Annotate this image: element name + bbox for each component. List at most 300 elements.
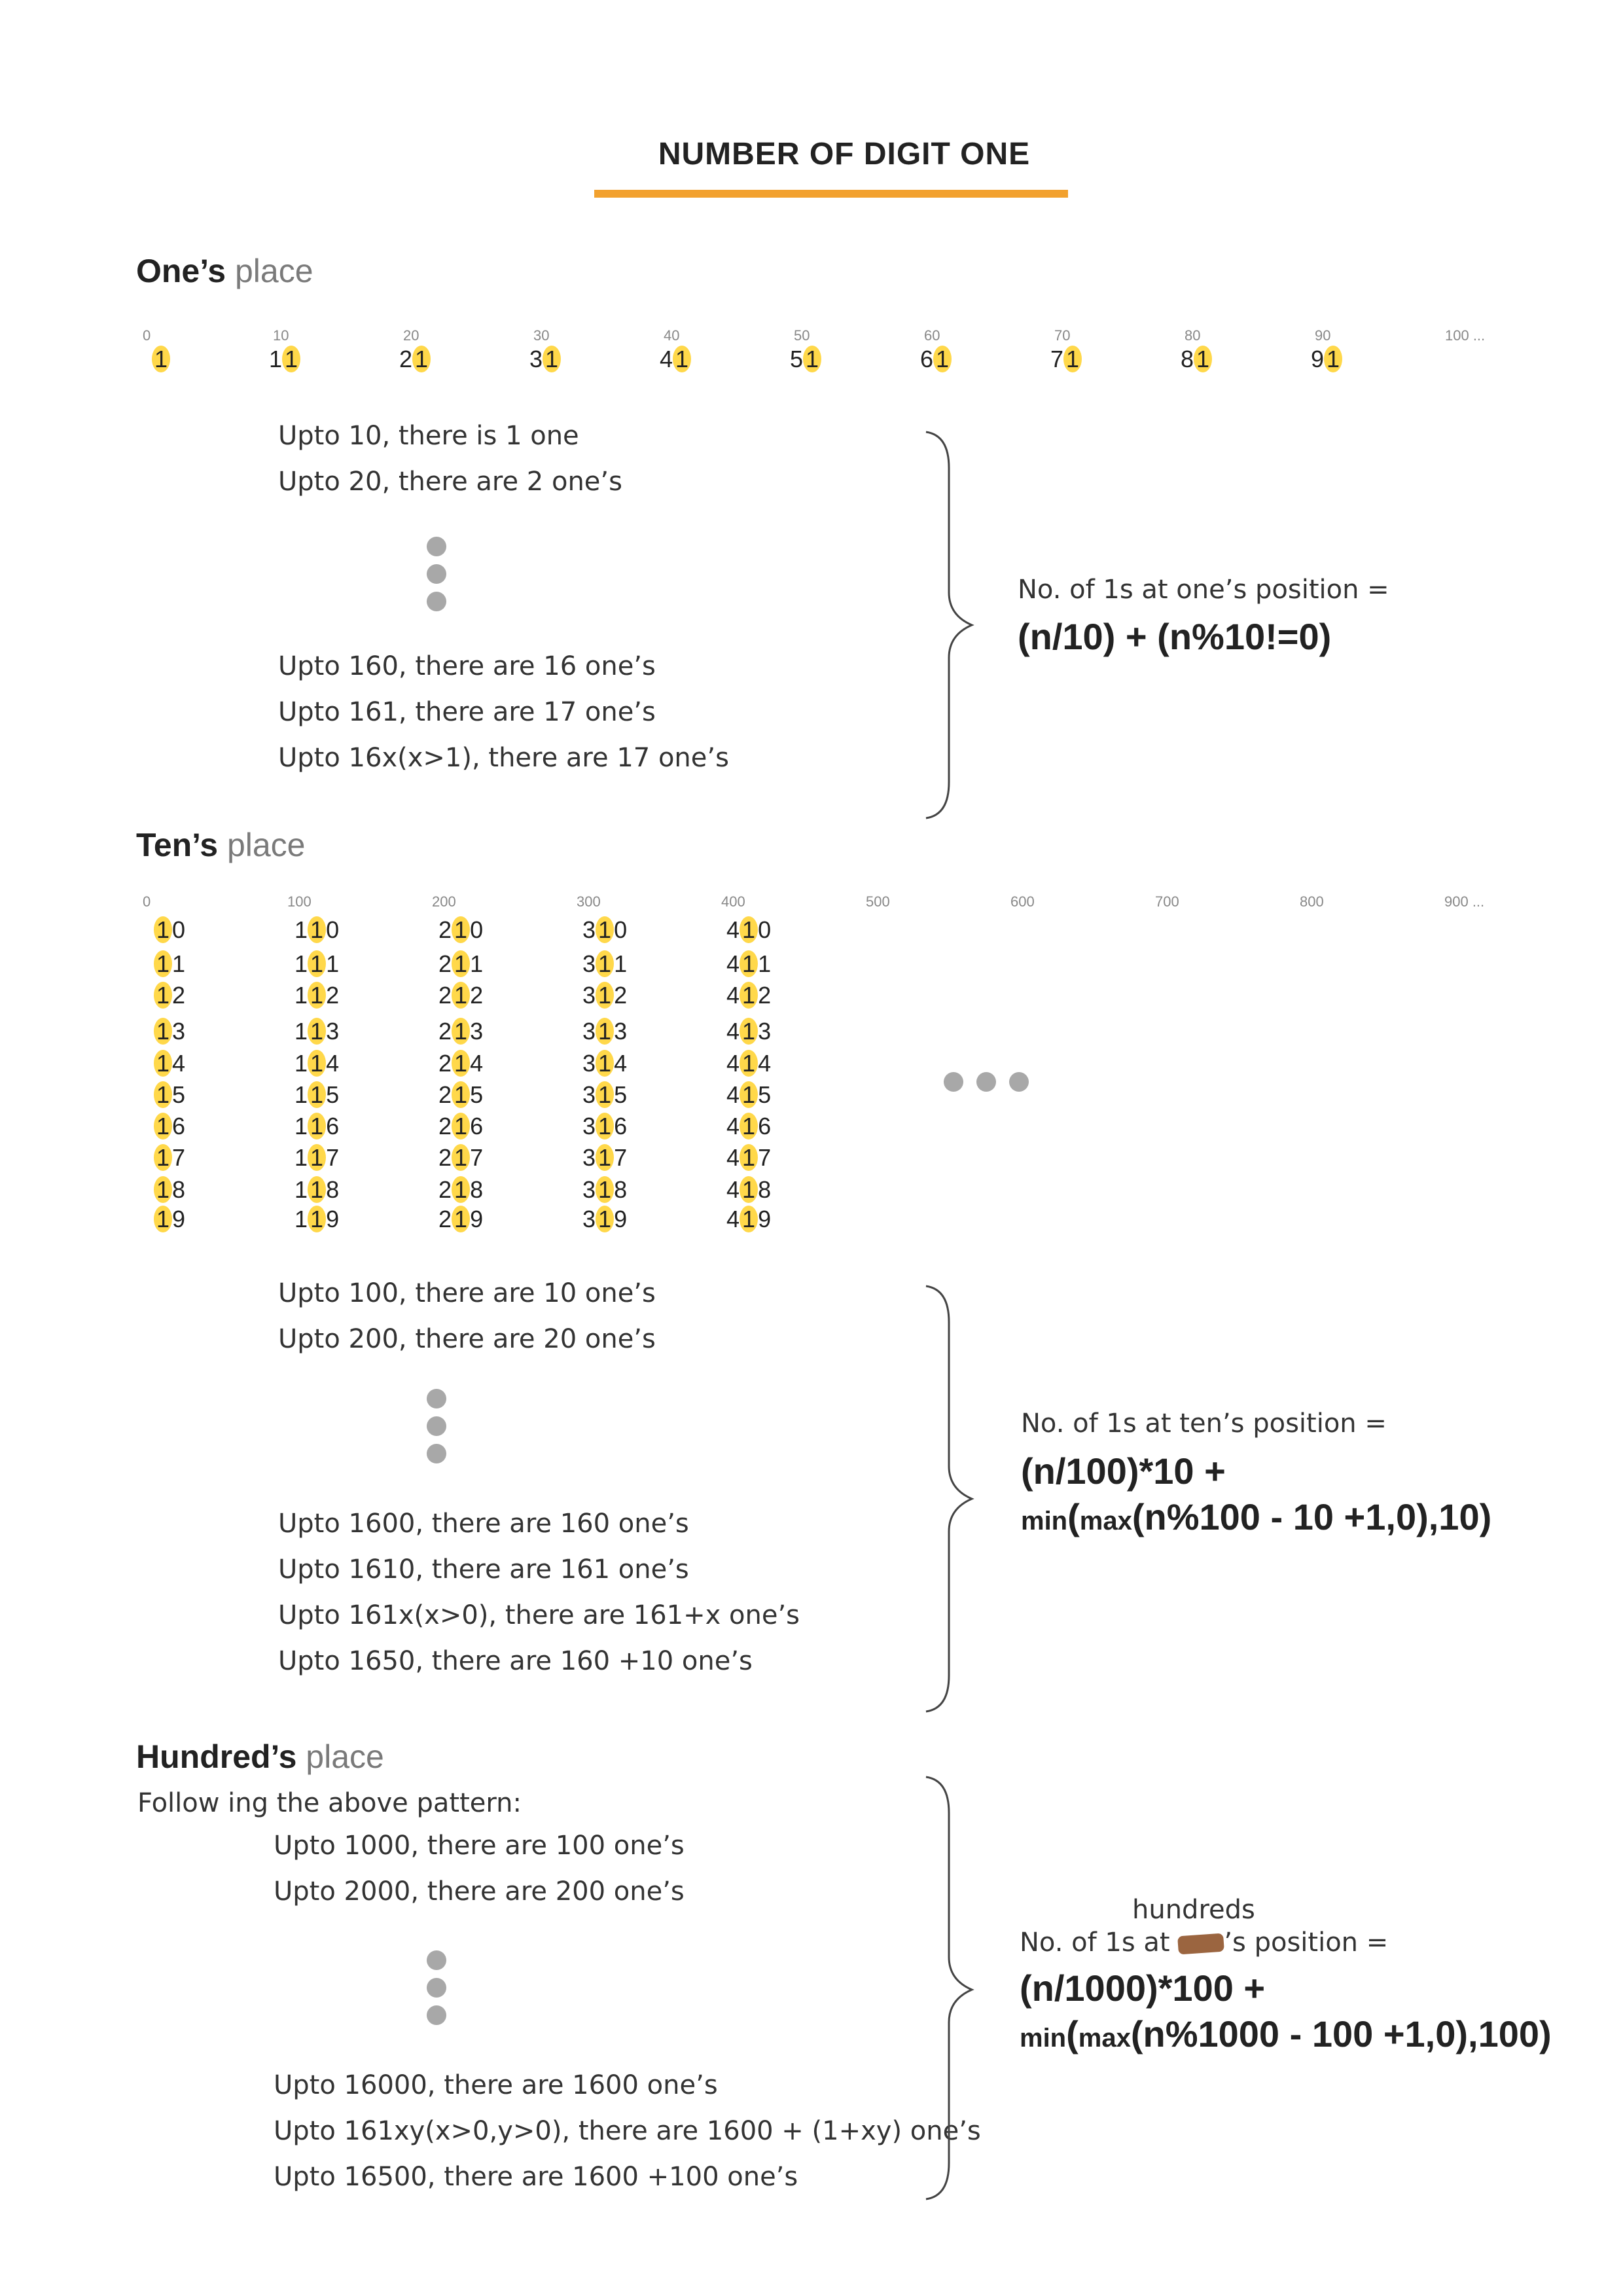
tens-example-number	[154, 950, 185, 978]
tens-example-number	[582, 1176, 627, 1204]
highlighted-one-digit: 1	[596, 916, 614, 943]
hundreds-digit: 4	[726, 950, 740, 977]
highlighted-one-digit: 1	[308, 1176, 326, 1203]
hundreds-digit: 4	[726, 916, 740, 943]
highlighted-one-digit: 1	[308, 1206, 326, 1232]
hundreds-digit: 4	[726, 1113, 740, 1139]
hundreds-digit: 3	[582, 1113, 596, 1139]
highlighted-one-digit: 1	[596, 1018, 614, 1045]
tens-example-number	[726, 1081, 771, 1109]
units-digit: 5	[326, 1081, 340, 1108]
tens-tick-label: 700	[1155, 893, 1179, 910]
ones-example-number	[269, 346, 300, 373]
tens-example-number	[726, 1113, 771, 1140]
highlighted-one-digit: 1	[452, 1050, 470, 1077]
ones-example-number	[920, 346, 952, 373]
highlighted-one-digit: 1	[740, 1081, 758, 1108]
digit: 4	[660, 346, 673, 372]
units-digit: 1	[614, 950, 628, 977]
hundreds-digit: 4	[726, 1206, 740, 1232]
ellipsis-dot	[427, 537, 446, 556]
hundreds-digit: 2	[438, 1018, 452, 1045]
hundreds-digit: 3	[582, 916, 596, 943]
tens-example-number	[154, 1144, 185, 1172]
hundreds-digit: 1	[294, 1018, 308, 1045]
tens-example-number	[726, 1050, 771, 1077]
tens-example-number	[154, 982, 185, 1009]
highlighted-one-digit: 1	[452, 916, 470, 943]
ones-tick-label: 30	[533, 327, 550, 344]
hundreds-digit: 2	[438, 950, 452, 977]
highlighted-one-digit: 1	[1324, 346, 1342, 372]
ones-tick-label: 40	[664, 327, 680, 344]
units-digit: 5	[614, 1081, 628, 1108]
tens-tick-label: 200	[432, 893, 456, 910]
highlighted-one-digit: 1	[803, 346, 821, 372]
tens-example-number	[726, 950, 771, 978]
units-digit: 6	[326, 1113, 340, 1139]
hundreds-formula-rest: (n%1000 - 100 +1,0),100)	[1130, 2013, 1552, 2054]
highlighted-one-digit: 1	[308, 1018, 326, 1045]
tens-example-number	[294, 1018, 339, 1045]
units-digit: 7	[172, 1144, 186, 1171]
ellipsis-dot	[427, 564, 446, 584]
highlighted-one-digit: 1	[282, 346, 300, 372]
units-digit: 5	[172, 1081, 186, 1108]
highlighted-one-digit: 1	[596, 1113, 614, 1139]
page-title: NUMBER OF DIGIT ONE	[658, 137, 1031, 171]
ellipsis-dot	[944, 1072, 963, 1092]
ones-line-1: Upto 10, there is 1 one	[278, 421, 579, 451]
units-digit: 7	[326, 1144, 340, 1171]
hundreds-formula-line-1: (n/1000)*100 +	[1020, 1967, 1266, 2009]
highlighted-one-digit: 1	[740, 982, 758, 1009]
tens-example-number	[294, 1176, 339, 1204]
tens-example-number	[726, 1018, 771, 1045]
highlighted-one-digit: 1	[452, 1018, 470, 1045]
highlighted-one-digit: 1	[154, 1144, 172, 1171]
ones-example-number	[399, 346, 431, 373]
tens-formula-line-1: (n/100)*10 +	[1021, 1450, 1226, 1492]
hundreds-intro: Follow ing the above pattern:	[137, 1788, 522, 1818]
hundreds-digit: 3	[582, 1176, 596, 1203]
units-digit: 3	[172, 1018, 186, 1045]
tens-tick-label: 900 ...	[1444, 893, 1485, 910]
hundreds-digit: 4	[726, 982, 740, 1009]
units-digit: 6	[758, 1113, 772, 1139]
tens-example-number	[154, 1018, 185, 1045]
units-digit: 1	[470, 950, 484, 977]
highlighted-one-digit: 1	[452, 1113, 470, 1139]
units-digit: 2	[172, 982, 186, 1009]
units-digit: 4	[326, 1050, 340, 1077]
digit: 1	[269, 346, 283, 372]
scribbled-out-word	[1177, 1933, 1224, 1955]
tens-example-number	[726, 1144, 771, 1172]
highlighted-one-digit: 1	[1063, 346, 1082, 372]
tens-example-number	[582, 1206, 627, 1233]
hundreds-digit: 2	[438, 1176, 452, 1203]
units-digit: 8	[172, 1176, 186, 1203]
digit: 2	[399, 346, 413, 372]
ones-tick-label: 0	[143, 327, 151, 344]
ellipsis-dot	[976, 1072, 996, 1092]
ones-tick-label: 80	[1185, 327, 1201, 344]
highlighted-one-digit: 1	[308, 1081, 326, 1108]
tens-tick-label: 100	[287, 893, 312, 910]
highlighted-one-digit: 1	[740, 1018, 758, 1045]
tens-example-number	[582, 1018, 627, 1045]
highlighted-one-digit: 1	[154, 1206, 172, 1232]
units-digit: 0	[326, 916, 340, 943]
hundreds-formula-label	[1020, 1928, 1388, 1958]
tens-example-number	[582, 916, 627, 944]
hundreds-digit: 3	[582, 982, 596, 1009]
hundreds-digit: 4	[726, 1050, 740, 1077]
tens-example-number	[438, 1081, 483, 1109]
ones-tick-label: 90	[1315, 327, 1331, 344]
highlighted-one-digit: 1	[154, 916, 172, 943]
ones-formula-label: No. of 1s at one’s position =	[1018, 575, 1389, 605]
units-digit: 9	[758, 1206, 772, 1232]
tens-tick-label: 300	[577, 893, 601, 910]
ones-heading-light: place	[235, 253, 313, 289]
units-digit: 3	[758, 1018, 772, 1045]
tens-example-number	[582, 982, 627, 1009]
hundreds-digit: 3	[582, 1018, 596, 1045]
highlighted-one-digit: 1	[596, 1144, 614, 1171]
ones-heading-bold: One’s	[136, 253, 226, 289]
hundreds-digit: 3	[582, 1081, 596, 1108]
units-digit: 7	[758, 1144, 772, 1171]
units-digit: 0	[614, 916, 628, 943]
highlighted-one-digit: 1	[740, 950, 758, 977]
highlighted-one-digit: 1	[740, 1113, 758, 1139]
highlighted-one-digit: 1	[596, 1081, 614, 1108]
units-digit: 5	[758, 1081, 772, 1108]
units-digit: 1	[326, 950, 340, 977]
tens-example-number	[438, 982, 483, 1009]
hundreds-formula-label-post: ’s position =	[1224, 1928, 1389, 1958]
highlighted-one-digit: 1	[154, 1081, 172, 1108]
tens-tick-label: 400	[721, 893, 745, 910]
tens-example-number	[154, 1176, 185, 1204]
tens-line-5: Upto 161x(x>0), there are 161+x one’s	[278, 1600, 800, 1630]
digit: 8	[1181, 346, 1194, 372]
ones-line-4: Upto 161, there are 17 one’s	[278, 697, 656, 727]
tens-example-number	[294, 1144, 339, 1172]
units-digit: 8	[470, 1176, 484, 1203]
ones-curly-brace	[923, 429, 975, 821]
tens-example-number	[294, 950, 339, 978]
hundreds-digit: 3	[582, 1050, 596, 1077]
highlighted-one-digit: 1	[308, 982, 326, 1009]
ellipsis-dot	[427, 1978, 446, 1998]
tens-tick-label: 600	[1010, 893, 1035, 910]
ones-example-number	[1311, 346, 1342, 373]
tens-tick-label: 800	[1300, 893, 1324, 910]
tens-example-number	[154, 1113, 185, 1140]
tens-line-4: Upto 1610, there are 161 one’s	[278, 1554, 689, 1585]
tens-example-number	[294, 916, 339, 944]
tens-example-number	[438, 1144, 483, 1172]
highlighted-one-digit: 1	[308, 950, 326, 977]
units-digit: 8	[614, 1176, 628, 1203]
highlighted-one-digit: 1	[154, 950, 172, 977]
hundreds-heading-light: place	[306, 1738, 384, 1775]
highlighted-one-digit: 1	[308, 916, 326, 943]
units-digit: 2	[758, 982, 772, 1009]
hundreds-digit: 1	[294, 1176, 308, 1203]
units-digit: 4	[614, 1050, 628, 1077]
tens-example-number	[154, 916, 185, 944]
tens-tick-label: 0	[143, 893, 151, 910]
hundreds-digit: 3	[582, 950, 596, 977]
tens-example-number	[294, 1206, 339, 1233]
highlighted-one-digit: 1	[1194, 346, 1212, 372]
ellipsis-dot	[427, 592, 446, 611]
tens-heading	[136, 826, 305, 864]
tens-example-number	[438, 1176, 483, 1204]
ellipsis-dot	[1009, 1072, 1029, 1092]
hundreds-line-4: Upto 161xy(x>0,y>0), there are 1600 + (1+xy) one’s	[274, 2116, 981, 2146]
highlighted-one-digit: 1	[154, 1018, 172, 1045]
ones-tick-label: 60	[924, 327, 940, 344]
units-digit: 5	[470, 1081, 484, 1108]
tens-formula-rest: (n%100 - 10 +1,0),10)	[1132, 1496, 1492, 1537]
units-digit: 7	[470, 1144, 484, 1171]
min-label: min	[1021, 1507, 1068, 1535]
ones-example-number	[152, 346, 170, 373]
highlighted-one-digit: 1	[740, 1050, 758, 1077]
ones-tick-label: 70	[1054, 327, 1071, 344]
highlighted-one-digit: 1	[740, 1144, 758, 1171]
units-digit: 9	[326, 1206, 340, 1232]
ellipsis-dot	[427, 1416, 446, 1436]
units-digit: 0	[758, 916, 772, 943]
tens-example-number	[438, 1113, 483, 1140]
units-digit: 9	[614, 1206, 628, 1232]
units-digit: 0	[470, 916, 484, 943]
hundreds-digit: 1	[294, 1050, 308, 1077]
tens-example-number	[582, 1113, 627, 1140]
ellipsis-dot	[427, 2005, 446, 2025]
hundreds-digit: 2	[438, 1113, 452, 1139]
ones-tick-label: 10	[273, 327, 289, 344]
hundreds-digit: 1	[294, 1081, 308, 1108]
tens-example-number	[726, 982, 771, 1009]
highlighted-one-digit: 1	[452, 950, 470, 977]
hundreds-digit: 1	[294, 916, 308, 943]
hundreds-digit: 1	[294, 982, 308, 1009]
hundreds-formula-line-2: min(max(n%1000 - 100 +1,0),100)	[1020, 2013, 1552, 2054]
units-digit: 3	[326, 1018, 340, 1045]
ones-example-number	[1050, 346, 1082, 373]
ellipsis-dot	[427, 1389, 446, 1408]
tens-curly-brace	[923, 1283, 975, 1715]
hundreds-digit: 3	[582, 1206, 596, 1232]
units-digit: 6	[172, 1113, 186, 1139]
digit: 5	[790, 346, 804, 372]
hundreds-digit: 1	[294, 950, 308, 977]
tens-example-number	[154, 1081, 185, 1109]
units-digit: 9	[172, 1206, 186, 1232]
tens-line-2: Upto 200, there are 20 one’s	[278, 1324, 656, 1354]
hundreds-digit: 1	[294, 1206, 308, 1232]
units-digit: 6	[470, 1113, 484, 1139]
hundreds-digit: 4	[726, 1144, 740, 1171]
units-digit: 2	[614, 982, 628, 1009]
hundreds-line-5: Upto 16500, there are 1600 +100 one’s	[274, 2162, 798, 2192]
highlighted-one-digit: 1	[152, 346, 170, 372]
highlighted-one-digit: 1	[452, 1144, 470, 1171]
highlighted-one-digit: 1	[740, 1206, 758, 1232]
tens-example-number	[438, 950, 483, 978]
ellipsis-dot	[427, 1444, 446, 1463]
units-digit: 3	[470, 1018, 484, 1045]
hundreds-digit: 2	[438, 1081, 452, 1108]
hundreds-digit: 2	[438, 982, 452, 1009]
tens-example-number	[294, 982, 339, 1009]
highlighted-one-digit: 1	[596, 1050, 614, 1077]
tens-line-3: Upto 1600, there are 160 one’s	[278, 1509, 689, 1539]
hundreds-digit: 4	[726, 1176, 740, 1203]
units-digit: 9	[470, 1206, 484, 1232]
tens-example-number	[582, 1144, 627, 1172]
units-digit: 8	[326, 1176, 340, 1203]
units-digit: 1	[758, 950, 772, 977]
tens-example-number	[294, 1081, 339, 1109]
hundreds-digit: 2	[438, 1144, 452, 1171]
units-digit: 0	[172, 916, 186, 943]
tens-example-number	[294, 1050, 339, 1077]
units-digit: 7	[614, 1144, 628, 1171]
units-digit: 8	[758, 1176, 772, 1203]
units-digit: 6	[614, 1113, 628, 1139]
highlighted-one-digit: 1	[596, 950, 614, 977]
units-digit: 4	[470, 1050, 484, 1077]
ones-formula: (n/10) + (n%10!=0)	[1018, 616, 1332, 657]
tens-example-number	[438, 1018, 483, 1045]
highlighted-one-digit: 1	[452, 1176, 470, 1203]
tens-example-number	[726, 1206, 771, 1233]
units-digit: 1	[172, 950, 186, 977]
tens-example-number	[582, 1050, 627, 1077]
tens-example-number	[438, 916, 483, 944]
tens-example-number	[154, 1206, 185, 1233]
ellipsis-dot	[427, 1950, 446, 1970]
hundreds-line-3: Upto 16000, there are 1600 one’s	[274, 2070, 718, 2100]
hundreds-line-2: Upto 2000, there are 200 one’s	[274, 1876, 685, 1907]
tens-example-number	[154, 1050, 185, 1077]
ones-line-5: Upto 16x(x>1), there are 17 one’s	[278, 743, 729, 773]
hundreds-formula-label-pre: No. of 1s at	[1020, 1928, 1170, 1958]
tens-example-number	[582, 950, 627, 978]
highlighted-one-digit: 1	[154, 1176, 172, 1203]
tens-example-number	[582, 1081, 627, 1109]
highlighted-one-digit: 1	[308, 1113, 326, 1139]
min-label: min	[1020, 2024, 1067, 2053]
hundreds-digit: 2	[438, 916, 452, 943]
digit: 7	[1050, 346, 1064, 372]
ones-tick-label: 50	[794, 327, 810, 344]
max-label: max	[1078, 2024, 1131, 2053]
highlighted-one-digit: 1	[596, 1176, 614, 1203]
highlighted-one-digit: 1	[412, 346, 431, 372]
max-label: max	[1079, 1507, 1132, 1535]
handwritten-correction: hundreds	[1132, 1895, 1255, 1925]
units-digit: 2	[470, 982, 484, 1009]
tens-heading-light: place	[226, 827, 306, 863]
highlighted-one-digit: 1	[673, 346, 691, 372]
tens-tick-label: 500	[866, 893, 890, 910]
hundreds-digit: 2	[438, 1050, 452, 1077]
highlighted-one-digit: 1	[596, 982, 614, 1009]
highlighted-one-digit: 1	[740, 1176, 758, 1203]
ones-tick-label: 20	[403, 327, 419, 344]
tens-example-number	[438, 1206, 483, 1233]
ones-example-number	[529, 346, 561, 373]
hundreds-digit: 1	[294, 1144, 308, 1171]
hundreds-heading	[136, 1738, 384, 1776]
highlighted-one-digit: 1	[933, 346, 952, 372]
highlighted-one-digit: 1	[154, 982, 172, 1009]
ones-example-number	[660, 346, 691, 373]
ones-example-number	[1181, 346, 1212, 373]
ones-tick-label: 100 ...	[1445, 327, 1486, 344]
units-digit: 2	[326, 982, 340, 1009]
highlighted-one-digit: 1	[543, 346, 561, 372]
highlighted-one-digit: 1	[452, 1206, 470, 1232]
highlighted-one-digit: 1	[596, 1206, 614, 1232]
hundreds-digit: 3	[582, 1144, 596, 1171]
highlighted-one-digit: 1	[308, 1050, 326, 1077]
tens-line-6: Upto 1650, there are 160 +10 one’s	[278, 1646, 753, 1676]
tens-heading-bold: Ten’s	[136, 827, 219, 863]
tens-formula-label: No. of 1s at ten’s position =	[1021, 1408, 1387, 1439]
digit: 9	[1311, 346, 1325, 372]
hundreds-digit: 2	[438, 1206, 452, 1232]
hundreds-digit: 1	[294, 1113, 308, 1139]
tens-example-number	[294, 1113, 339, 1140]
tens-example-number	[726, 916, 771, 944]
units-digit: 4	[758, 1050, 772, 1077]
highlighted-one-digit: 1	[452, 982, 470, 1009]
hundreds-digit: 4	[726, 1018, 740, 1045]
title-underline	[594, 190, 1068, 198]
highlighted-one-digit: 1	[452, 1081, 470, 1108]
tens-example-number	[726, 1176, 771, 1204]
hundreds-line-1: Upto 1000, there are 100 one’s	[274, 1831, 685, 1861]
highlighted-one-digit: 1	[154, 1113, 172, 1139]
ones-example-number	[790, 346, 821, 373]
tens-line-1: Upto 100, there are 10 one’s	[278, 1278, 656, 1308]
tens-example-number	[438, 1050, 483, 1077]
hundreds-digit: 4	[726, 1081, 740, 1108]
digit: 3	[529, 346, 543, 372]
highlighted-one-digit: 1	[154, 1050, 172, 1077]
digit: 6	[920, 346, 934, 372]
tens-formula-line-2: min(max(n%100 - 10 +1,0),10)	[1021, 1496, 1492, 1537]
units-digit: 4	[172, 1050, 186, 1077]
hundreds-heading-bold: Hundred’s	[136, 1738, 297, 1775]
units-digit: 3	[614, 1018, 628, 1045]
highlighted-one-digit: 1	[740, 916, 758, 943]
highlighted-one-digit: 1	[308, 1144, 326, 1171]
ones-line-2: Upto 20, there are 2 one’s	[278, 467, 622, 497]
ones-line-3: Upto 160, there are 16 one’s	[278, 651, 656, 681]
ones-heading	[136, 252, 313, 290]
